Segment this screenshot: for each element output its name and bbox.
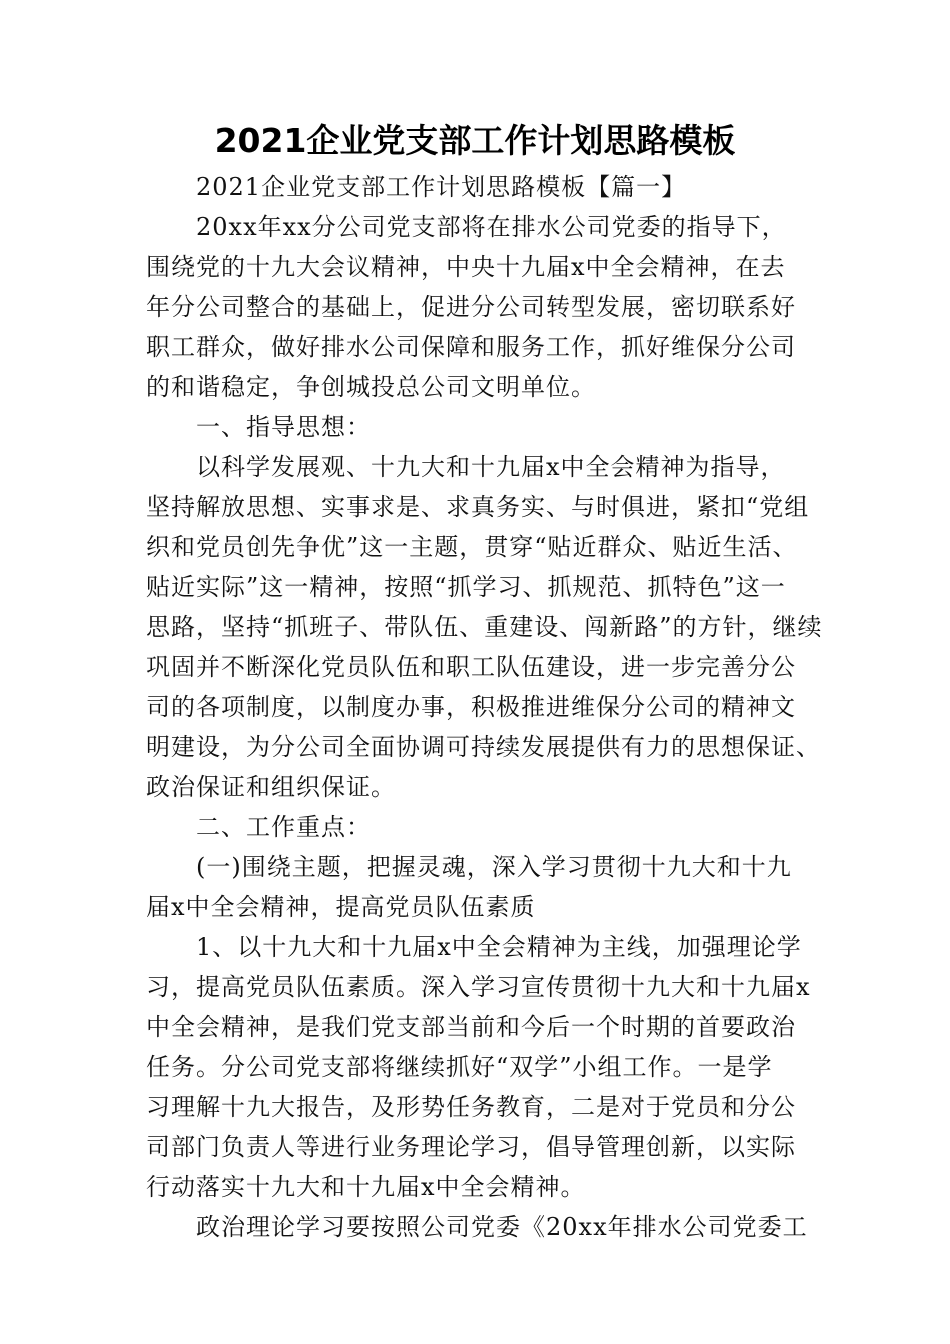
section-heading-part-one: 2021企业党支部工作计划思路模板【篇一】 — [196, 173, 687, 201]
paragraph-line: 1、以十九大和十九届x中全会精神为主线，加强理论学 — [196, 933, 802, 961]
paragraph-line: 思路，坚持“抓班子、带队伍、重建设、闯新路”的方针，继续 — [146, 613, 823, 641]
paragraph-line: 行动落实十九大和十九届x中全会精神。 — [146, 1173, 586, 1201]
paragraph-line: 习理解十九大报告，及形势任务教育，二是对于党员和分公 — [146, 1093, 796, 1121]
paragraph-line: 以科学发展观、十九大和十九届x中全会精神为指导， — [196, 453, 786, 481]
paragraph-line: 坚持解放思想、实事求是、求真务实、与时俱进，紧扣“党组 — [146, 493, 810, 521]
paragraph-line: 习，提高党员队伍素质。深入学习宣传贯彻十九大和十九届x — [146, 973, 811, 1001]
paragraph-line: 政治理论学习要按照公司党委《20xx年排水公司党委工 — [196, 1213, 808, 1241]
paragraph-line: 任务。分公司党支部将继续抓好“双学”小组工作。一是学 — [146, 1053, 773, 1081]
paragraph-line: 贴近实际”这一精神，按照“抓学习、抓规范、抓特色”这一 — [146, 573, 786, 601]
section-heading-guiding-thought: 一、指导思想： — [196, 413, 371, 441]
paragraph-line: 政治保证和组织保证。 — [146, 773, 396, 801]
paragraph-line: 职工群众，做好排水公司保障和服务工作，抓好维保分公司 — [146, 333, 796, 361]
paragraph-line: 明建设，为分公司全面协调可持续发展提供有力的思想保证、 — [146, 733, 821, 761]
subsection-heading-line: 届x中全会精神，提高党员队伍素质 — [146, 893, 536, 921]
paragraph-line: 织和党员创先争优”这一主题，贯穿“贴近群众、贴近生活、 — [146, 533, 798, 561]
paragraph-line: 司的各项制度，以制度办事，积极推进维保分公司的精神文 — [146, 693, 796, 721]
paragraph-line: 巩固并不断深化党员队伍和职工队伍建设，进一步完善分公 — [146, 653, 796, 681]
paragraph-line: 中全会精神，是我们党支部当前和今后一个时期的首要政治 — [146, 1013, 796, 1041]
paragraph-line: 年分公司整合的基础上，促进分公司转型发展，密切联系好 — [146, 293, 796, 321]
subsection-heading-line: (一)围绕主题，把握灵魂，深入学习贯彻十九大和十九 — [196, 853, 792, 881]
paragraph-line: 围绕党的十九大会议精神，中央十九届x中全会精神，在去 — [146, 253, 786, 281]
section-heading-work-focus: 二、工作重点： — [196, 813, 371, 841]
paragraph-line: 的和谐稳定，争创城投总公司文明单位。 — [146, 373, 596, 401]
document-title: 2021企业党支部工作计划思路模板 — [214, 121, 736, 160]
paragraph-line: 司部门负责人等进行业务理论学习，倡导管理创新，以实际 — [146, 1133, 796, 1161]
paragraph-line: 20xx年xx分公司党支部将在排水公司党委的指导下， — [196, 213, 787, 241]
